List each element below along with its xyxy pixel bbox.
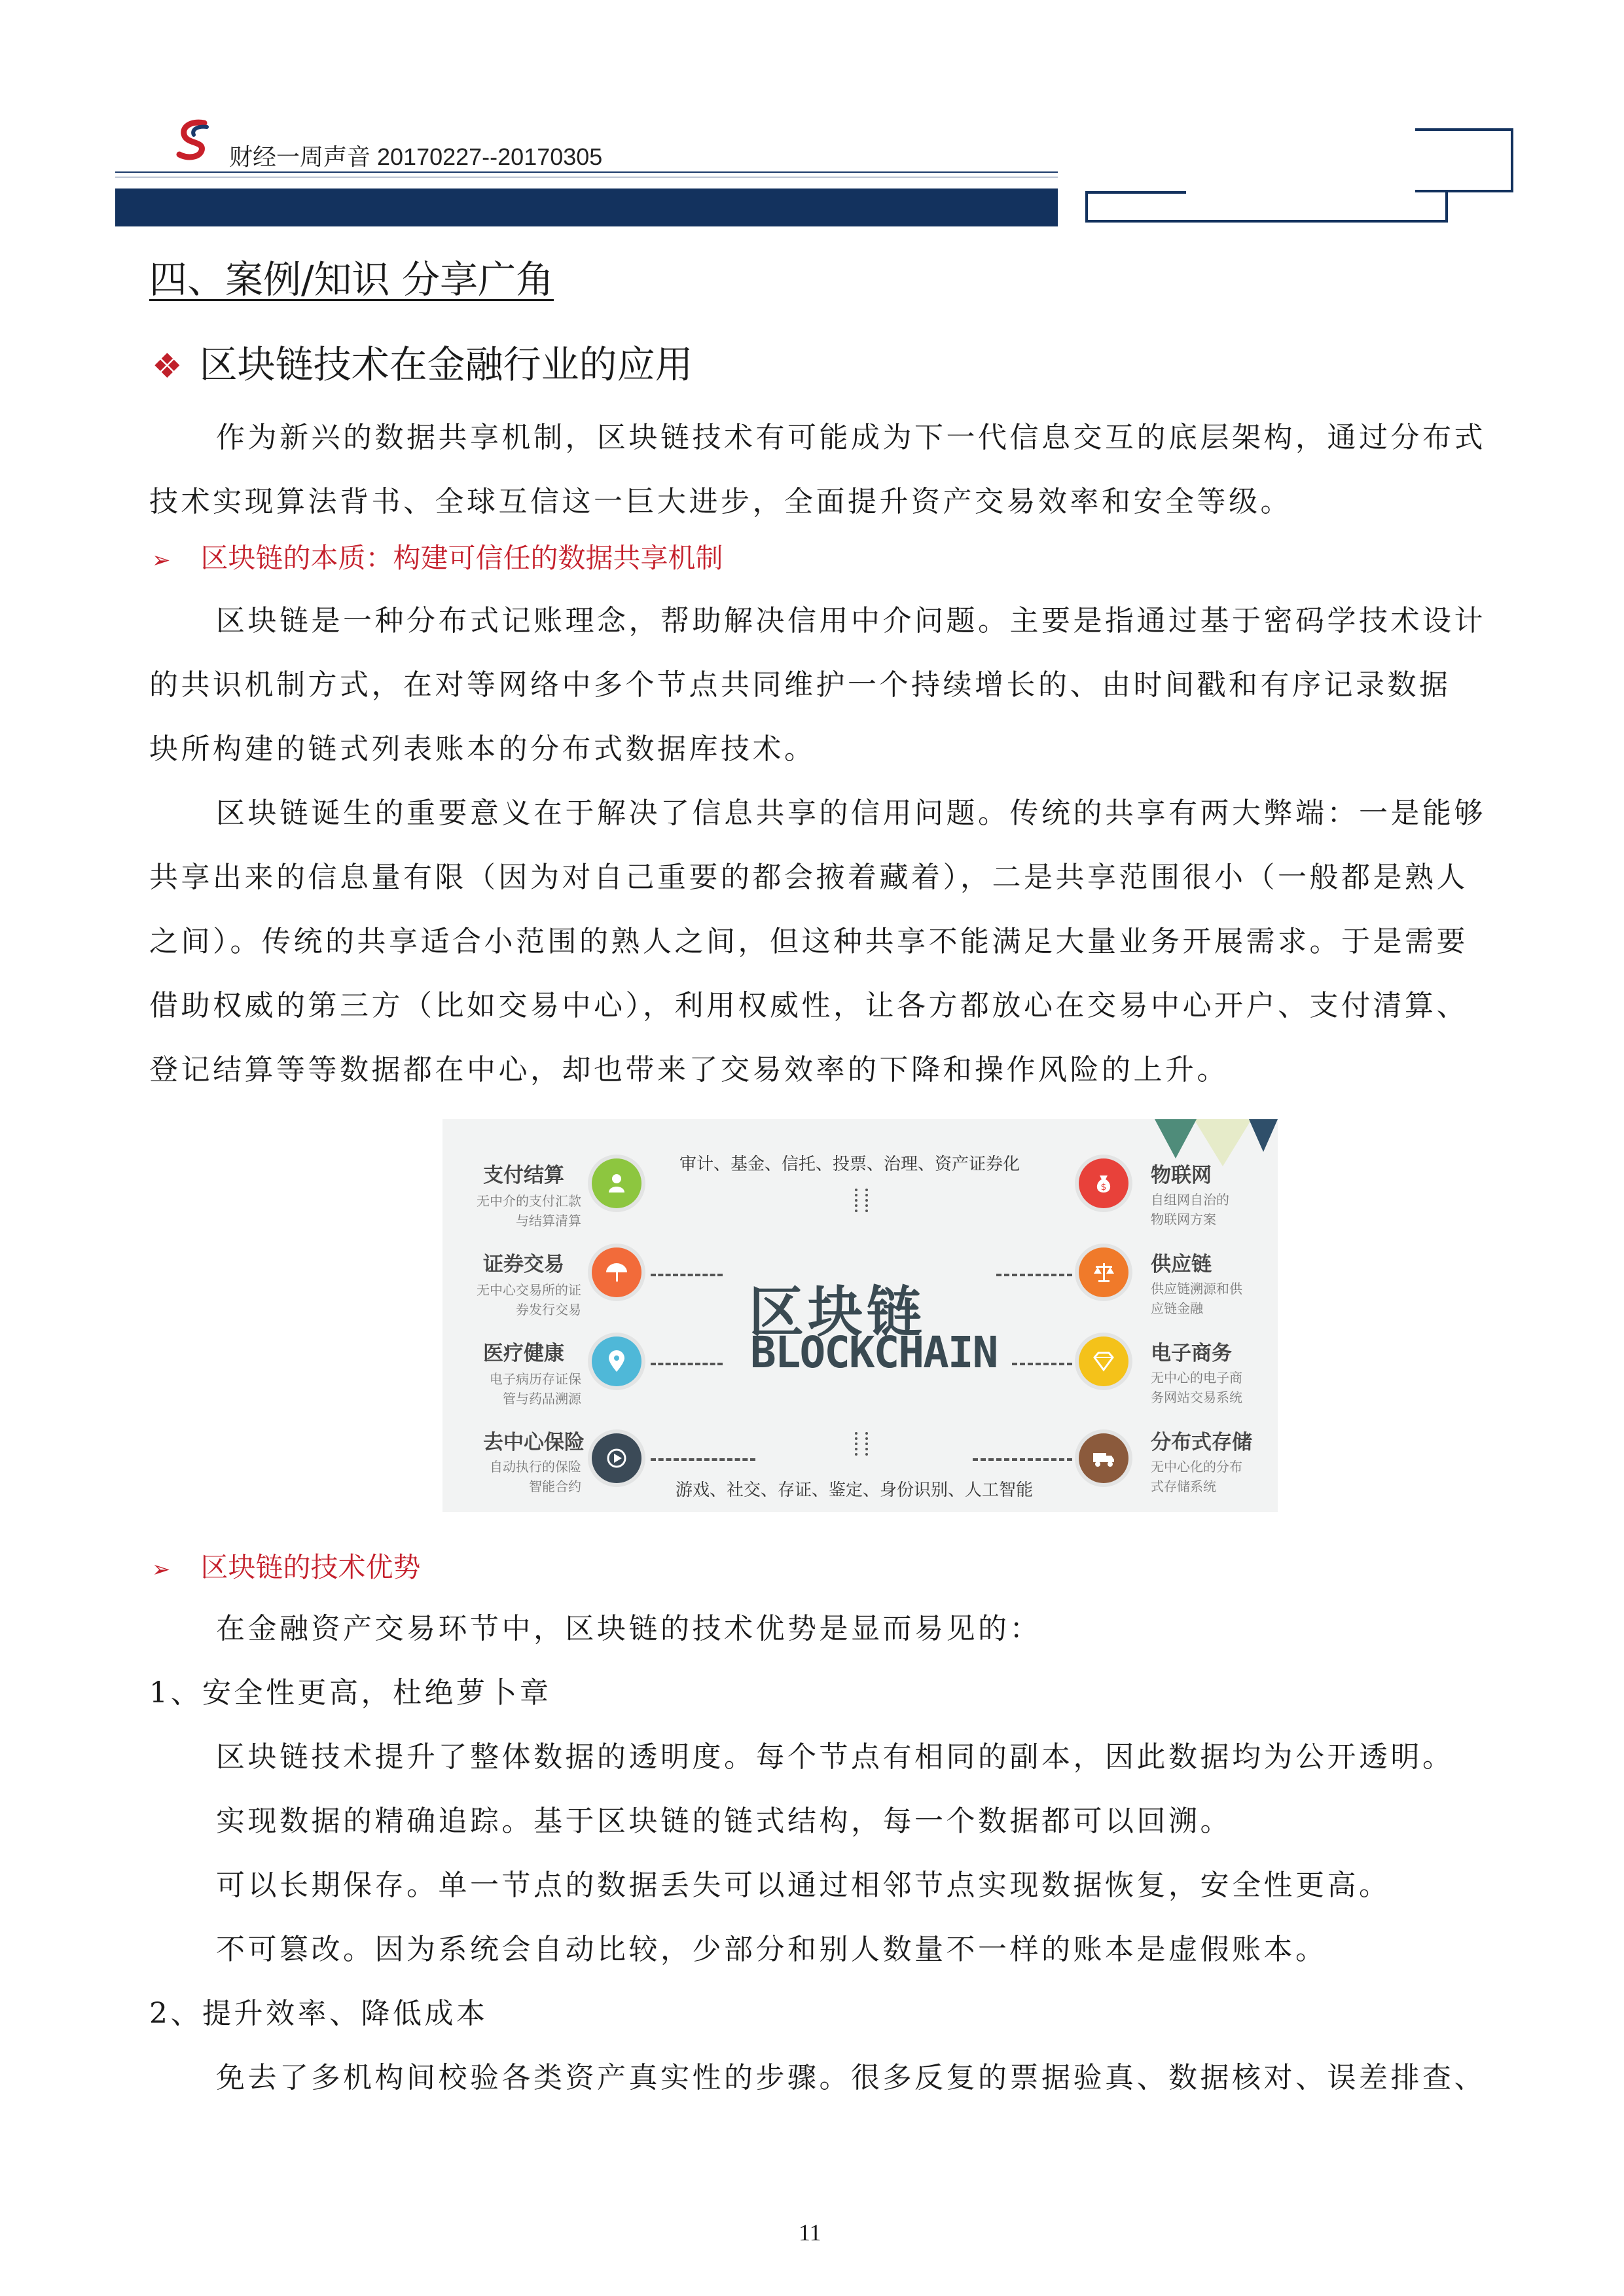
header-band bbox=[115, 188, 1058, 226]
para2-line-1: 区块链诞生的重要意义在于解决了信息共享的信用问题。传统的共享有两大弊端：一是能够 bbox=[216, 797, 1486, 830]
item-title: 支付结算 bbox=[483, 1164, 564, 1187]
connector-dash bbox=[996, 1274, 1072, 1276]
header-title: 财经一周声音 20170227--20170305 bbox=[229, 143, 603, 170]
item-desc: 供应链溯源和供 bbox=[1151, 1281, 1242, 1297]
subheading-advantages-text: 区块链的技术优势 bbox=[200, 1551, 421, 1583]
decor-triangle bbox=[1249, 1119, 1278, 1152]
item-desc: 自组网自治的 bbox=[1151, 1192, 1229, 1208]
item-desc: 无中介的支付汇款 bbox=[477, 1193, 581, 1209]
intro-line-2: 技术实现算法背书、全球互信这一巨大进步，全面提升资产交易效率和安全等级。 bbox=[149, 485, 1292, 518]
header-frame-bar bbox=[1085, 191, 1448, 223]
item-title: 供应链 bbox=[1151, 1253, 1212, 1276]
diamond-bullet-icon: ❖ bbox=[152, 347, 183, 386]
topic-heading bbox=[152, 334, 693, 389]
item-title: 电子商务 bbox=[1151, 1342, 1232, 1365]
connector-dash bbox=[651, 1274, 723, 1276]
connector-dash bbox=[651, 1363, 723, 1365]
item-desc: 应链金融 bbox=[1151, 1300, 1203, 1316]
point2-line-1: 免去了多机构间校验各类资产真实性的步骤。很多反复的票据验真、数据核对、误差排查、 bbox=[216, 2061, 1486, 2094]
intro-line-1: 作为新兴的数据共享机制，区块链技术有可能成为下一代信息交互的底层架构，通过分布式 bbox=[216, 421, 1486, 454]
header-corner-frame bbox=[1415, 128, 1513, 192]
diamond-icon bbox=[1079, 1336, 1128, 1386]
subheading-advantages bbox=[152, 1546, 421, 1585]
connector-dash bbox=[1012, 1363, 1072, 1365]
point1-line-3: 可以长期保存。单一节点的数据丢失可以通过相邻节点实现数据恢复，安全性更高。 bbox=[216, 1869, 1391, 1902]
connector-dash bbox=[651, 1458, 755, 1461]
connector-dots bbox=[855, 1432, 860, 1456]
item-desc: 物联网方案 bbox=[1151, 1211, 1216, 1227]
connector-dash bbox=[973, 1458, 1072, 1461]
item-title: 医疗健康 bbox=[483, 1342, 564, 1365]
item-desc: 自动执行的保险 bbox=[490, 1459, 581, 1475]
para3-line: 在金融资产交易环节中，区块链的技术优势是显而易见的： bbox=[216, 1612, 1041, 1645]
item-title: 分布式存储 bbox=[1151, 1431, 1252, 1454]
para2-line-5: 登记结算等等数据都在中心，却也带来了交易效率的下降和操作风险的上升。 bbox=[149, 1053, 1229, 1086]
para1-line-3: 块所构建的链式列表账本的分布式数据库技术。 bbox=[149, 732, 816, 766]
point1-title: 1、安全性更高，杜绝萝卜章 bbox=[149, 1676, 552, 1710]
header-rule bbox=[115, 171, 1058, 173]
item-desc: 智能合约 bbox=[529, 1479, 581, 1494]
point1-line-2: 实现数据的精确追踪。基于区块链的链式结构，每一个数据都可以回溯。 bbox=[216, 1804, 1232, 1838]
truck-icon bbox=[1079, 1433, 1128, 1483]
para2-line-4: 借助权威的第三方（比如交易中心），利用权威性，让各方都放心在交易中心开户、支付清算、 bbox=[149, 989, 1468, 1022]
item-title: 去中心保险 bbox=[483, 1431, 585, 1454]
para1-line-2: 的共识机制方式，在对等网络中多个节点共同维护一个持续增长的、由时间戳和有序记录数据 bbox=[149, 668, 1451, 702]
item-desc: 券发行交易 bbox=[516, 1302, 581, 1318]
umbrella-icon bbox=[592, 1247, 641, 1297]
item-desc: 管与药品溯源 bbox=[503, 1391, 581, 1407]
subheading-essence bbox=[152, 537, 723, 576]
scale-icon bbox=[1079, 1247, 1128, 1297]
point1-line-4: 不可篡改。因为系统会自动比较，少部分和别人数量不一样的账本是虚假账本。 bbox=[216, 1933, 1327, 1966]
person-icon bbox=[592, 1158, 641, 1208]
para2-line-3: 之间）。传统的共享适合小范围的熟人之间，但这种共享不能满足大量业务开展需求。于是需要 bbox=[149, 925, 1468, 958]
svg-text:$: $ bbox=[1100, 1182, 1107, 1193]
item-desc: 无中心交易所的证 bbox=[477, 1282, 581, 1298]
point1-line-1: 区块链技术提升了整体数据的透明度。每个节点有相同的副本，因此数据均为公开透明。 bbox=[216, 1740, 1454, 1774]
figure-bottom-text: 游戏、社交、存证、鉴定、身份识别、人工智能 bbox=[676, 1480, 1034, 1500]
point2-title: 2、提升效率、降低成本 bbox=[149, 1997, 488, 2030]
topic-title: 区块链技术在金融行业的应用 bbox=[199, 342, 693, 387]
item-desc: 务网站交易系统 bbox=[1151, 1390, 1242, 1405]
item-title: 物联网 bbox=[1151, 1164, 1212, 1187]
subheading-essence-text: 区块链的本质：构建可信任的数据共享机制 bbox=[200, 542, 723, 574]
para1-line-1: 区块链是一种分布式记账理念，帮助解决信用中介问题。主要是指通过基于密码学技术设计 bbox=[216, 604, 1486, 637]
item-desc: 式存储系统 bbox=[1151, 1479, 1216, 1494]
arrow-bullet-icon: ➢ bbox=[152, 547, 171, 573]
play-circle-icon bbox=[592, 1433, 641, 1483]
item-desc: 与结算清算 bbox=[516, 1213, 581, 1229]
item-desc: 电子病历存证保 bbox=[490, 1371, 581, 1387]
decor-triangle bbox=[1155, 1119, 1197, 1158]
arrow-bullet-icon: ➢ bbox=[152, 1556, 171, 1583]
item-desc: 无中心化的分布 bbox=[1151, 1459, 1242, 1475]
item-desc: 无中心的电子商 bbox=[1151, 1370, 1242, 1386]
brand-logo bbox=[171, 118, 217, 164]
section-title: 四、案例/知识 分享广角 bbox=[149, 257, 554, 302]
figure-title: 区块链 bbox=[749, 1280, 926, 1344]
location-pin-icon bbox=[592, 1336, 641, 1386]
item-title: 证券交易 bbox=[483, 1253, 564, 1276]
para2-line-2: 共享出来的信息量有限（因为对自己重要的都会掖着藏着），二是共享范围很小（一般都是熟人 bbox=[149, 861, 1468, 894]
money-bag-icon bbox=[1079, 1158, 1128, 1208]
blockchain-applications-figure bbox=[442, 1119, 1278, 1512]
connector-dots bbox=[855, 1189, 860, 1212]
figure-top-text: 审计、基金、信托、投票、治理、资产证券化 bbox=[679, 1155, 1020, 1174]
figure-subtitle: BLOCKCHAIN bbox=[750, 1327, 998, 1378]
page-number: 11 bbox=[799, 2219, 821, 2246]
connector-dots bbox=[865, 1432, 871, 1456]
connector-dots bbox=[865, 1189, 871, 1212]
